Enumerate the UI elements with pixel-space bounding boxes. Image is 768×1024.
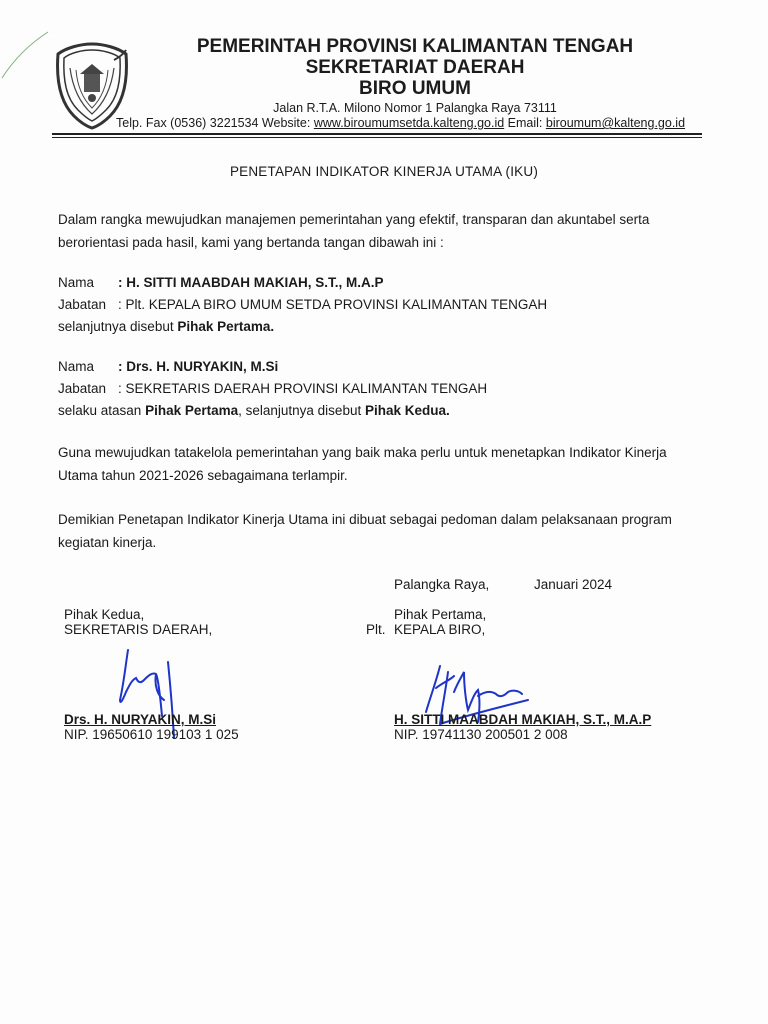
party2-ref-mid: , selanjutnya disebut: [238, 403, 365, 418]
party2-ref-bold2: Pihak Kedua.: [364, 403, 450, 418]
header-contact: [116, 116, 696, 130]
party1-name-label: Nama: [58, 275, 95, 290]
header-rule-thick: [52, 133, 702, 135]
party1-position-label: Jabatan: [58, 297, 107, 312]
place: Palangka Raya,: [394, 577, 490, 592]
date: Januari 2024: [534, 577, 613, 592]
website-link[interactable]: www.biroumumsetda.kalteng.go.id: [313, 116, 505, 130]
intro-paragraph: Dalam rangka mewujudkan manajemen pemerintahan yang efektif, transparan dan akuntabel serta berorientasi pada hasil, kami yang bertanda tangan dibawah ini :: [58, 212, 650, 250]
right-role1: Pihak Pertama,: [394, 607, 487, 622]
header-rule-thin: [52, 137, 702, 138]
party2-position-label: Jabatan: [58, 381, 107, 396]
party2-name-label: Nama: [58, 359, 95, 374]
document-title: PENETAPAN INDIKATOR KINERJA UTAMA (IKU): [229, 164, 539, 179]
party2-ref-prefix: selaku atasan: [58, 403, 146, 418]
party1-ref-prefix: selanjutnya disebut: [58, 319, 178, 334]
right-role2: KEPALA BIRO,: [394, 622, 486, 637]
party1-ref-bold: Pihak Pertama.: [177, 319, 275, 334]
scan-mark: [0, 0, 60, 90]
contact-phone: Telp. Fax (0536) 3221534 Website:: [116, 116, 314, 130]
party1-reference: [58, 319, 274, 334]
email-link[interactable]: biroumum@kalteng.go.id: [545, 116, 686, 130]
closing-paragraph: Demikian Penetapan Indikator Kinerja Utama ini dibuat sebagai pedoman dalam pelaksanaan program kegiatan kinerja.: [58, 512, 672, 550]
purpose-paragraph: Guna mewujudkan tatakelola pemerintahan yang baik maka perlu untuk menetapkan Indikator Kinerja Utama tahun 2021-2026 sebagaimana terlampir.: [58, 445, 667, 483]
left-signer-name: Drs. H. NURYAKIN, M.Si: [64, 712, 217, 727]
party2-name-value: : Drs. H. NURYAKIN, M.Si: [118, 359, 279, 374]
party2-ref-bold1: Pihak Pertama: [145, 403, 239, 418]
right-plt: Plt.: [366, 622, 386, 637]
header-address: Jalan R.T.A. Milono Nomor 1 Palangka Raya 73111: [273, 101, 557, 115]
left-role2: SEKRETARIS DAERAH,: [64, 622, 213, 637]
party2-reference: [58, 403, 450, 418]
email-label: Email:: [504, 116, 546, 130]
header-government-name: PEMERINTAH PROVINSI KALIMANTAN TENGAH: [196, 36, 634, 57]
left-role1: Pihak Kedua,: [64, 607, 145, 622]
party1-position-value: : Plt. KEPALA BIRO UMUM SETDA PROVINSI KALIMANTAN TENGAH: [118, 297, 548, 312]
party2-position-value: : SEKRETARIS DAERAH PROVINSI KALIMANTAN TENGAH: [118, 381, 488, 396]
right-signer-nip: NIP. 19741130 200501 2 008: [394, 727, 568, 742]
left-signer-nip: NIP. 19650610 199103 1 025: [64, 727, 239, 742]
header-bureau: BIRO UMUM: [359, 78, 471, 99]
right-signer-name: H. SITTI MAABDAH MAKIAH, S.T., M.A.P: [394, 712, 652, 727]
header-secretariat: SEKRETARIAT DAERAH: [305, 57, 525, 78]
party1-name-value: : H. SITTI MAABDAH MAKIAH, S.T., M.A.P: [118, 275, 384, 290]
